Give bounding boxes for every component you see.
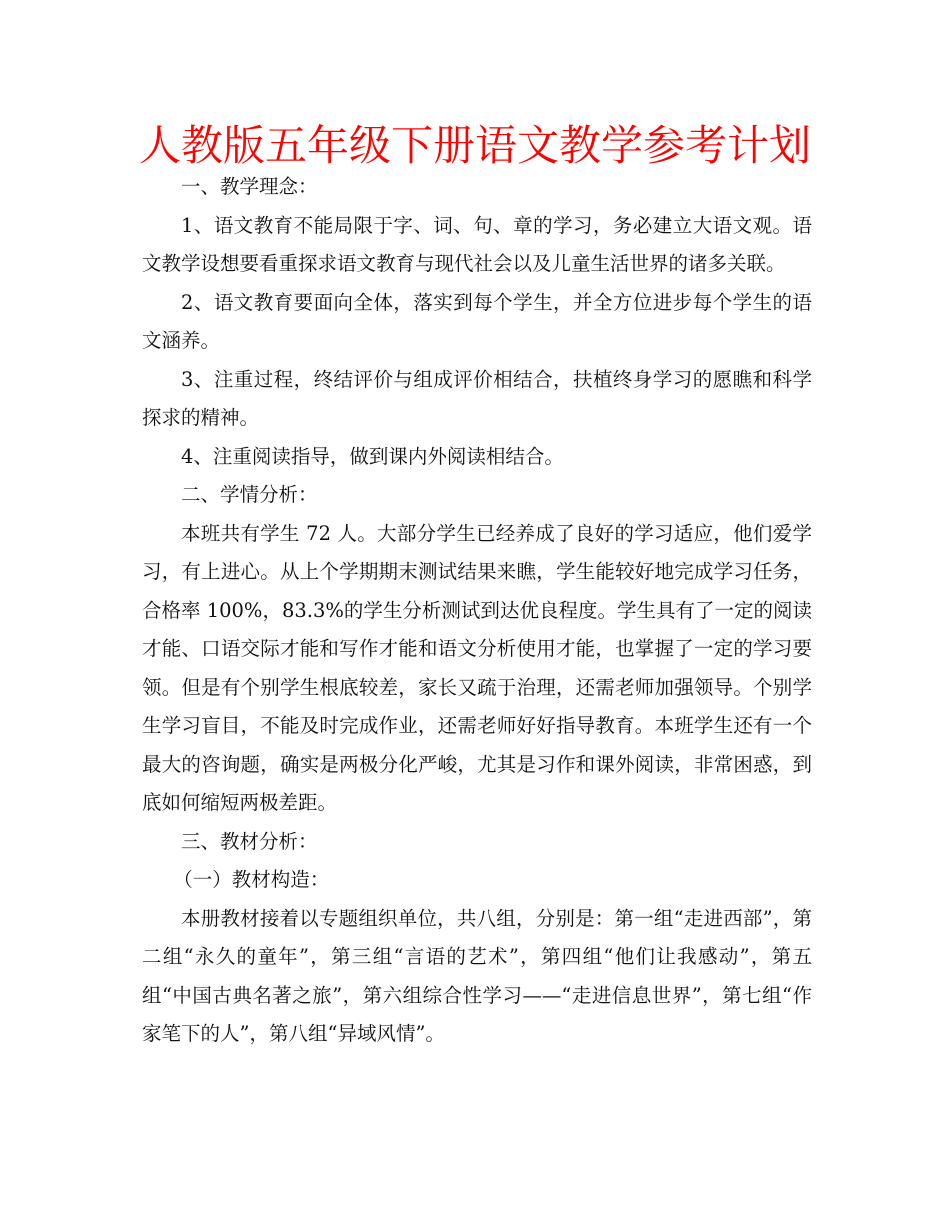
paragraph-philosophy-1: 1、语文教育不能局限于字、词、句、章的学习，务必建立大语文观。语文教学设想要看重探求语文教育与现代社会以及儿童生活世界的诸多关联。 [142,213,812,275]
section-heading-student-analysis: 二、学情分析： [181,483,318,506]
subheading-textbook-structure: （一）教材构造： [173,868,330,891]
document-body [142,168,812,1054]
section-heading-teaching-philosophy: 一、教学理念： [181,175,318,198]
section-heading-textbook-analysis: 三、教材分析： [181,829,318,853]
document-title: 人教版五年级下册语文教学参考计划 [138,121,811,170]
paragraph-philosophy-2: 2、语文教育要面向全体，落实到每个学生，并全方位进步每个学生的语文涵养。 [142,290,812,352]
paragraph-textbook-structure: 本册教材接着以专题组织单位，共八组，分别是：第一组“走进西部”，第二组“永久的童年”，第三组“言语的艺术”，第四组“他们让我感动”，第五组“中国古典名著之旅”，第六组综合性学习——“走进信息世界”，第七组“作家笔下的人”，第八组“异域风情”。 [142,906,812,1045]
paragraph-philosophy-4: 4、注重阅读指导，做到课内外阅读相结合。 [181,444,564,468]
paragraph-student-analysis: 本班共有学生 72 人。大部分学生已经养成了良好的学习适应，他们爱学习，有上进心。从上个学期期末测试结果来瞧，学生能较好地完成学习任务，合格率 100%，83.3%的学生分析测试到达优良程度。学生具有了一定的阅读才能、口语交际才能和写作才能和语文分析使用才能，也掌握了一定的学习要领。但是有个别学生根底较差，家长又疏于治理，还需老师加强领导。个别学生学习盲目，不能及时完成作业，还需老师好好指导教育。本班学生还有一个最大的咨询题，确实是两极分化严峻，尤其是习作和课外阅读，非常困惑，到底如何缩短两极差距。 [142,521,812,814]
paragraph-philosophy-3: 3、注重过程，终结评价与组成评价相结合，扶植终身学习的愿瞧和科学探求的精神。 [142,367,812,429]
